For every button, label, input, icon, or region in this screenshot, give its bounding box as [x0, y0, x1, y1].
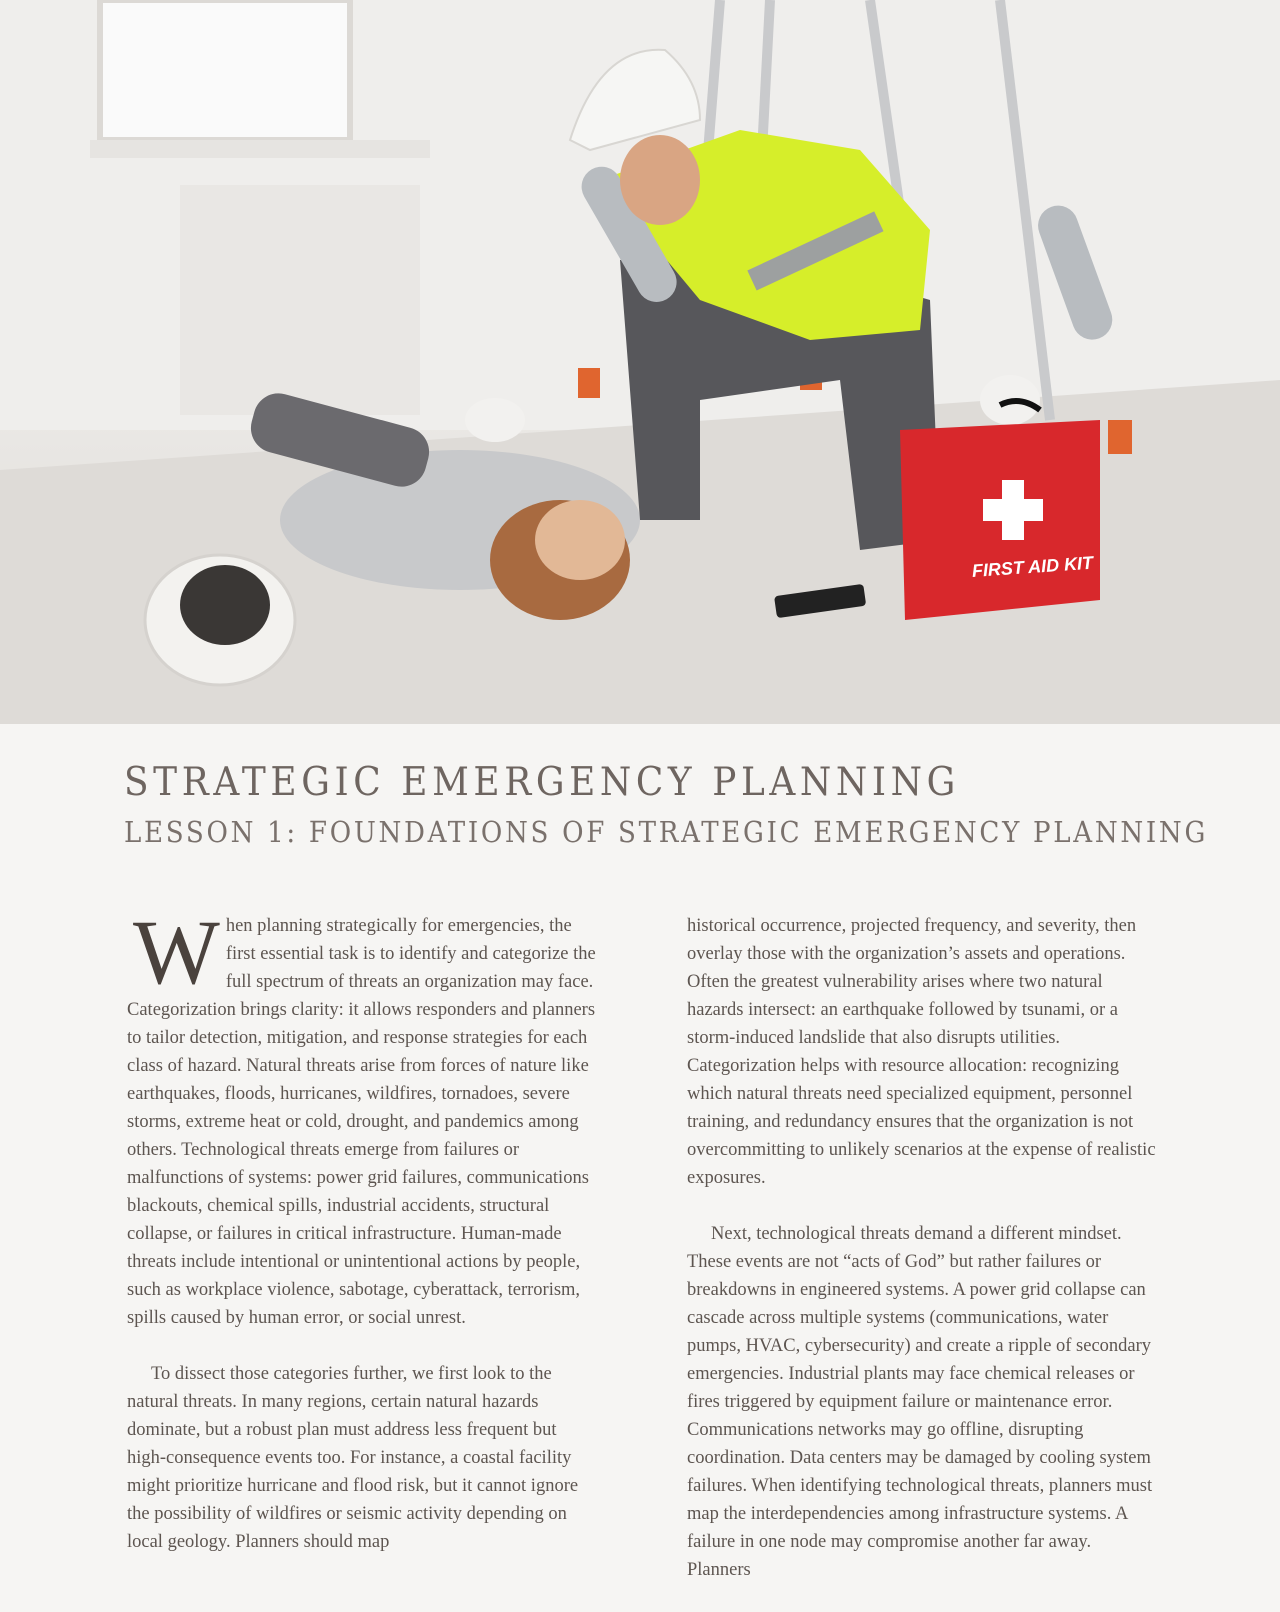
first-aid-scene-illustration	[0, 0, 1280, 724]
drop-cap: W	[133, 901, 220, 1003]
svg-text:FIRST AID KIT: FIRST AID KIT	[971, 552, 1094, 582]
article-body	[127, 901, 1157, 1612]
paragraph-2: To dissect those categories further, we first look to the natural threats. In many regions, certain natural hazards dominate, but a robust plan must address less frequent but high-consequence events too. For instance, a coastal facility might prioritize hurricane and flood risk, but it cannot ignore the possibility of wildfires or seismic activity depending on local geology. Planners should map	[127, 1364, 579, 1552]
lesson-subtitle: LESSON 1: FOUNDATIONS OF STRATEGIC EMERGENCY PLANNING	[124, 815, 1209, 849]
first-aid-kit-icon	[900, 401, 1100, 620]
page-header	[124, 760, 1280, 849]
paragraph-3: historical occurrence, projected frequency, and severity, then overlay those with the organization’s assets and operations. Often the greatest vulnerability arises where two natural hazards intersect: an earthquake followed by tsunami, or a storm-induced landslide that also disrupts utilities. Categorization helps with resource allocation: recognizing which natural threats need specialized equipment, personnel training, and redundancy ensures that the organization is not overcommitting to unlikely scenarios at the expense of realistic exposures.	[687, 916, 1156, 1188]
right-column	[687, 912, 1157, 1612]
left-column	[127, 901, 597, 1612]
paragraph-1: When planning strategically for emergencies, the first essential task is to identify and categorize the full spectrum of threats an organization may face. Categorization brings clarity: it allows responders and planners to tailor detection, mitigation, and response strategies for each class of hazard. Natural threats arise from forces of nature like earthquakes, floods, hurricanes, wildfires, tornadoes, severe storms, extreme heat or cold, drought, and pandemics among others. Technological threats emerge from failures or malfunctions of systems: power grid failures, communications blackouts, chemical spills, industrial accidents, structural collapse, or failures in critical infrastructure. Human-made threats include intentional or unintentional actions by people, such as workplace violence, sabotage, cyberattack, terrorism, spills caused by human error, or social unrest.	[127, 901, 596, 1328]
paragraph-4: Next, technological threats demand a different mindset. These events are not “acts of God” but rather failures or breakdowns in engineered systems. A power grid collapse can cascade across multiple systems (communications, water pumps, HVAC, cybersecurity) and create a ripple of secondary emergencies. Industrial plants may face chemical releases or fires triggered by equipment failure or maintenance error. Communications networks may go offline, disrupting coordination. Data centers may be damaged by cooling system failures. When identifying technological threats, planners must map the interdependencies among infrastructure systems. A failure in one node may compromise another far away. Planners	[687, 1224, 1153, 1580]
hero-image	[0, 0, 1280, 724]
page-title: STRATEGIC EMERGENCY PLANNING	[124, 760, 960, 805]
